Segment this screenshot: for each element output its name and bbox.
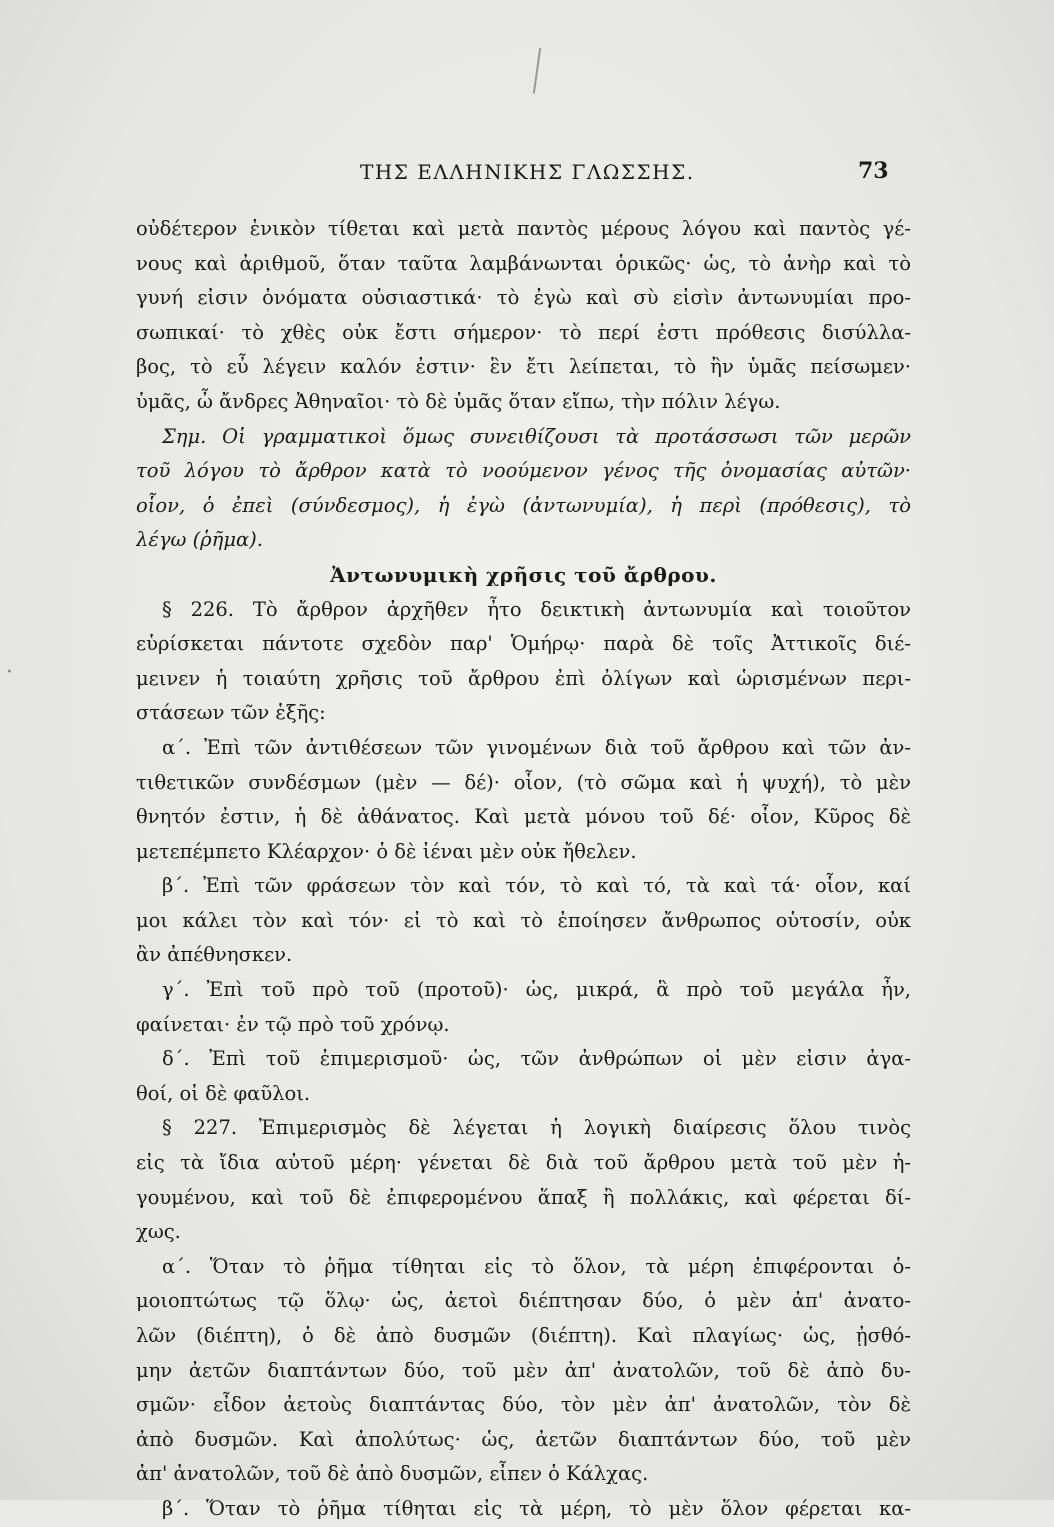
text-line: α΄. Ὅταν τὸ ῥῆμα τίθηται εἰς τὸ ὅλον, τὰ μέρη ἐπιφέρονται ὁ- [162,1254,911,1278]
text-line: εἰς τὰ ἴδια αὐτοῦ μέρη· γένεται δὲ διὰ τοῦ ἄρθρου μετὰ τοῦ μὲν ἡ- [136,1151,911,1175]
text-line: μοι κάλει τὸν καὶ τόν· εἰ τὸ καὶ τὸ ἐποίησεν ἄνθρωπος οὑτοσίν, οὐκ [136,908,911,932]
text-line: § 226. Τὸ ἄρθρον ἀρχῆθεν ἦτο δεικτικὴ ἀντωνυμία καὶ τοιοῦτον [162,597,911,621]
text-line: μεινεν ἡ τοιαύτη χρῆσις τοῦ ἄρθρου ἐπὶ ὀλίγων καὶ ὡρισμένων περι- [136,666,911,690]
page-header [0,160,1054,190]
text-line: γυνή εἰσιν ὀνόματα οὐσιαστικά· τὸ ἐγὼ καὶ σὺ εἰσὶν ἀντωνυμίαι προ- [136,286,911,310]
text-line: μετεπέμπετο Κλέαρχον· ὁ δὲ ἰέναι μὲν οὐκ ἤθελεν. [136,839,637,863]
text-line: ὑμᾶς, ὦ ἄνδρες Ἀθηναῖοι· τὸ δὲ ὑμᾶς ὅταν εἴπω, τὴν πόλιν λέγω. [136,389,781,413]
text-line: βος, τὸ εὖ λέγειν καλόν ἐστιν· ἓν ἔτι λείπεται, τὸ ἢν ὑμᾶς πείσωμεν· [136,355,911,379]
text-line: β΄. Ὅταν τὸ ῥῆμα τίθηται εἰς τὰ μέρη, τὸ μὲν ὅλον φέρεται κα- [162,1496,911,1520]
text-line: § 227. Ἐπιμερισμὸς δὲ λέγεται ἡ λογικὴ διαίρεσις ὅλου τινὸς [162,1116,911,1140]
text-line: εὑρίσκεται πάντοτε σχεδὸν παρ' Ὁμήρῳ· παρὰ δὲ τοῖς Ἀττικοῖς διέ- [136,632,911,656]
section-title: Ἀντωνυμικὴ χρῆσις τοῦ ἄρθρου. [330,562,717,587]
note-line: οἷον, ὁ ἐπεὶ (σύνδεσμος), ἡ ἐγὼ (ἀντωνυμία), ἡ περὶ (πρόθεσις), τὸ [136,493,911,517]
text-line: στάσεων τῶν ἑξῆς: [136,701,326,725]
text-line: οὐδέτερον ἑνικὸν τίθεται καὶ μετὰ παντὸς μέρους λόγου καὶ παντὸς γέ- [136,217,911,240]
text-line: σωπικαί· τὸ χθὲς οὐκ ἔστι σήμερον· τὸ περί ἐστι πρόθεσις δισύλλα- [136,320,911,344]
text-line: λῶν (διέπτη), ὁ δὲ ἀπὸ δυσμῶν (διέπτη). Καὶ πλαγίως· ὡς, ᾐσθό- [136,1324,911,1347]
body-text [136,212,911,1527]
text-line: νους καὶ ἀριθμοῦ, ὅταν ταῦτα λαμβάνωνται ὁρικῶς· ὡς, τὸ ἀνὴρ καὶ τὸ [136,251,911,275]
text-line: γουμένου, καὶ τοῦ δὲ ἐπιφερομένου ἅπαξ ἢ πολλάκις, καὶ φέρεται δί- [136,1185,911,1209]
text-line: θνητόν ἐστιν, ἡ δὲ ἀθάνατος. Καὶ μετὰ μόνου τοῦ δέ· οἷον, Κῦρος δὲ [136,805,911,829]
text-line: τιθετικῶν συνδέσμων (μὲν — δέ)· οἷον, (τὸ σῶμα καὶ ἡ ψυχή), τὸ μὲν [136,770,911,794]
note-line: Σημ. Οἱ γραμματικοὶ ὅμως συνειθίζουσι τὰ προτάσσωσι τῶν μερῶν [162,424,911,448]
text-line: φαίνεται· ἐν τῷ πρὸ τοῦ χρόνῳ. [136,1012,450,1036]
running-head: ΤΗΣ ΕΛΛΗΝΙΚΗΣ ΓΛΩΣΣΗΣ. [360,160,695,184]
note-line: τοῦ λόγου τὸ ἄρθρον κατὰ τὸ νοούμενον γένος τῆς ὀνομασίας αὐτῶν· [136,459,911,483]
pencil-mark [533,48,545,94]
text-line: ἂν ἀπέθνησκεν. [136,943,293,967]
text-line: σμῶν· εἶδον ἀετοὺς διαπτάντας δύο, τὸν μὲν ἀπ' ἀνατολῶν, τὸν δὲ [136,1393,911,1417]
text-line: χως. [136,1220,181,1244]
text-line: μοιοπτώτως τῷ ὅλῳ· ὡς, ἀετοὶ διέπτησαν δύο, ὁ μὲν ἀπ' ἀνατο- [136,1289,911,1313]
text-line: θοί, οἱ δὲ φαῦλοι. [136,1081,311,1105]
page-number: 73 [858,158,889,184]
note-line: λέγω (ῥῆμα). [136,528,263,552]
margin-mark: · [6,660,13,685]
text-line: μην ἀετῶν διαπτάντων δύο, τοῦ μὲν ἀπ' ἀνατολῶν, τοῦ δὲ ἀπὸ δυ- [136,1358,911,1382]
text-line: ἀπὸ δυσμῶν. Καὶ ἀπολύτως· ὡς, ἀετῶν διαπτάντων δύο, τοῦ μὲν [136,1427,911,1451]
text-line: α΄. Ἐπὶ τῶν ἀντιθέσεων τῶν γινομένων διὰ τοῦ ἄρθρου καὶ τῶν ἀν- [162,735,911,759]
text-line: ἀπ' ἀνατολῶν, τοῦ δὲ ἀπὸ δυσμῶν, εἶπεν ὁ Κάλχας. [136,1462,649,1486]
text-line: γ΄. Ἐπὶ τοῦ πρὸ τοῦ (προτοῦ)· ὡς, μικρά, ἃ πρὸ τοῦ μεγάλα ἦν, [162,978,911,1002]
text-line: δ΄. Ἐπὶ τοῦ ἐπιμερισμοῦ· ὡς, τῶν ἀνθρώπων οἱ μὲν εἰσιν ἀγα- [162,1047,911,1071]
text-line: β΄. Ἐπὶ τῶν φράσεων τὸν καὶ τόν, τὸ καὶ τό, τὰ καὶ τά· οἷον, καί [162,874,911,898]
